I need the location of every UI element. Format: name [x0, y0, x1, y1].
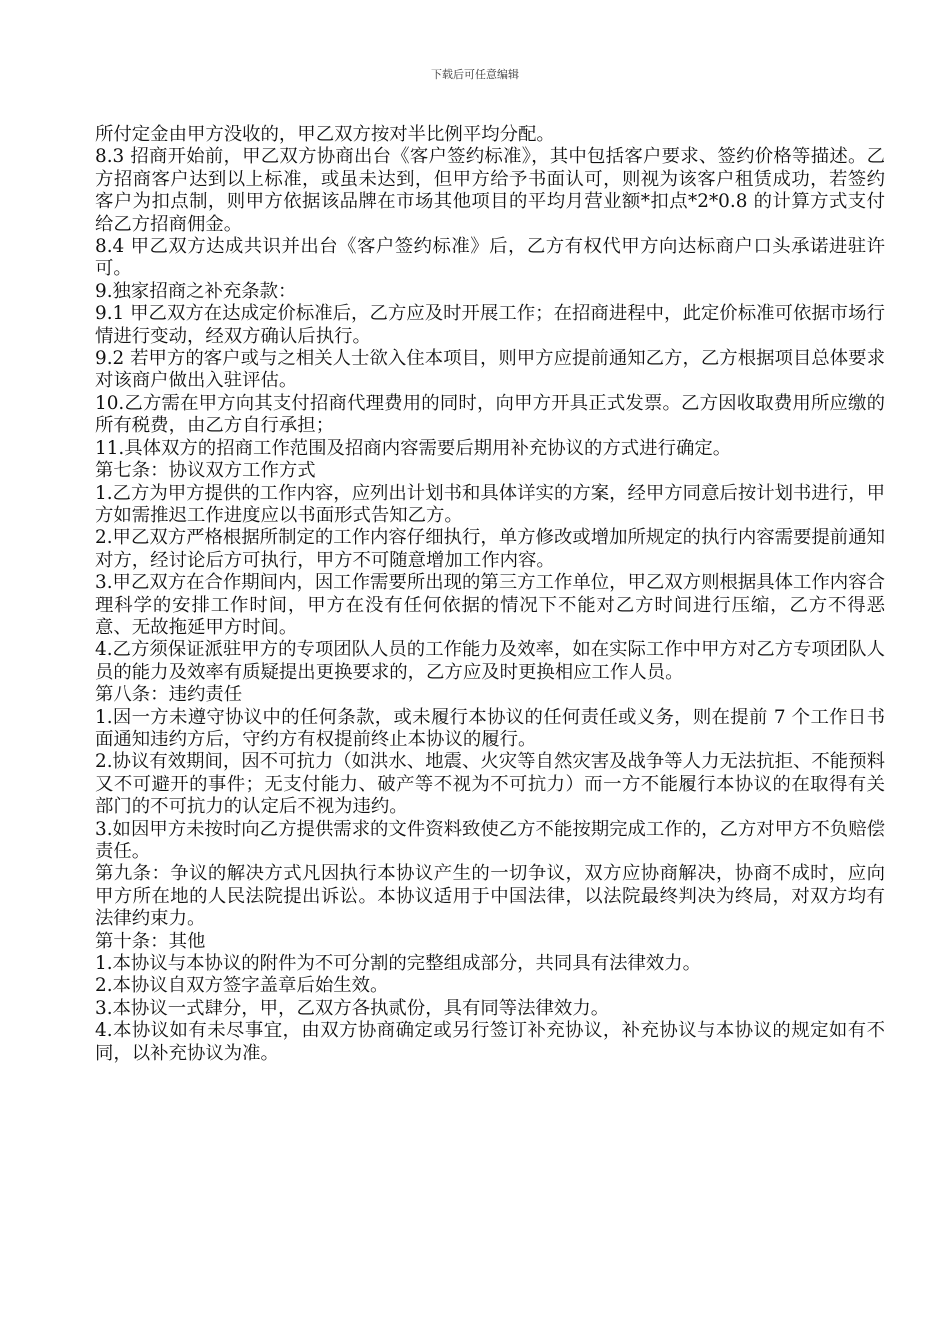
paragraph: 9.2 若甲方的客户或与之相关人士欲入住本项目，则甲方应提前通知乙方，乙方根据项目总体要求对该商户做出入驻评估。 — [95, 348, 885, 392]
paragraph: 2.甲乙双方严格根据所制定的工作内容仔细执行，单方修改或增加所规定的执行内容需要提前通知对方，经讨论后方可执行，甲方不可随意增加工作内容。 — [95, 527, 885, 571]
article-heading: 第八条：违约责任 — [95, 684, 243, 706]
paragraph: 3.甲乙双方在合作期间内，因工作需要所出现的第三方工作单位，甲乙双方则根据具体工作内容合理科学的安排工作时间，甲方在没有任何依据的情况下不能对乙方时间进行压缩，乙方不得恶意、无故拖延甲方时间。 — [95, 572, 885, 638]
article-heading: 第七条：协议双方工作方式 — [95, 460, 316, 482]
paragraph: 2.本协议自双方签字盖章后始生效。 — [95, 975, 389, 997]
paragraph: 11.具体双方的招商工作范围及招商内容需要后期用补充协议的方式进行确定。 — [95, 437, 732, 459]
paragraph: 所付定金由甲方没收的，甲乙双方按对半比例平均分配。 — [95, 124, 555, 145]
paragraph: 10.乙方需在甲方向其支付招商代理费用的同时，向甲方开具正式发票。乙方因收取费用所应缴的所有税费，由乙方自行承担； — [95, 392, 885, 437]
paragraph: 3.本协议一式肆分，甲，乙双方各执贰份，具有同等法律效力。 — [95, 997, 610, 1019]
paragraph: 3.如因甲方未按时向乙方提供需求的文件资料致使乙方不能按期完成工作的，乙方对甲方不负赔偿责任。 — [95, 818, 885, 862]
paragraph: 8.3 招商开始前，甲乙双方协商出台《客户签约标准》，其中包括客户要求、签约价格等描述。乙方招商客户达到以上标准，或虽未达到，但甲方给予书面认可，则视为该客户租赁成功，若签约客户为扣点制，则甲方依据该品牌在市场其他项目的平均月营业额*扣点*2*0.8 的计算方式支付给乙方招商佣金。 — [95, 146, 885, 235]
paragraph: 1.本协议与本协议的附件为不可分割的完整组成部分，共同具有法律效力。 — [95, 953, 702, 975]
page-header: 下载后可任意编辑 — [431, 68, 519, 81]
document-body — [95, 124, 885, 1065]
article-heading: 第十条：其他 — [95, 930, 206, 952]
paragraph: 1.乙方为甲方提供的工作内容，应列出计划书和具体详实的方案，经甲方同意后按计划书进行，甲方如需推迟工作进度应以书面形式告知乙方。 — [95, 482, 885, 526]
section-heading: 9.独家招商之补充条款： — [95, 280, 297, 302]
article-paragraph: 第九条：争议的解决方式凡因执行本协议产生的一切争议，双方应协商解决，协商不成时，应向甲方所在地的人民法院提出诉讼。本协议适用于中国法律，以法院最终判决为终局，对双方均有法律约束力。 — [95, 863, 885, 930]
paragraph: 1.因一方未遵守协议中的任何条款，或未履行本协议的任何责任或义务，则在提前 7 个工作日书面通知违约方后，守约方有权提前终止本协议的履行。 — [95, 706, 885, 750]
paragraph: 4.本协议如有未尽事宜，由双方协商确定或另行签订补充协议，补充协议与本协议的规定如有不同，以补充协议为准。 — [95, 1020, 885, 1064]
paragraph: 4.乙方须保证派驻甲方的专项团队人员的工作能力及效率，如在实际工作中甲方对乙方专项团队人员的能力及效率有质疑提出更换要求的，乙方应及时更换相应工作人员。 — [95, 639, 885, 683]
paragraph: 2.协议有效期间，因不可抗力（如洪水、地震、火灾等自然灾害及战争等人力无法抗拒、不能预料又不可避开的事件；无支付能力、破产等不视为不可抗力）而一方不能履行本协议的在取得有关部门的不可抗力的认定后不视为违约。 — [95, 751, 885, 818]
paragraph: 8.4 甲乙双方达成共识并出台《客户签约标准》后，乙方有权代甲方向达标商户口头承诺进驻许可。 — [95, 236, 885, 280]
paragraph: 9.1 甲乙双方在达成定价标准后，乙方应及时开展工作；在招商进程中，此定价标准可依据市场行情进行变动，经双方确认后执行。 — [95, 303, 885, 347]
